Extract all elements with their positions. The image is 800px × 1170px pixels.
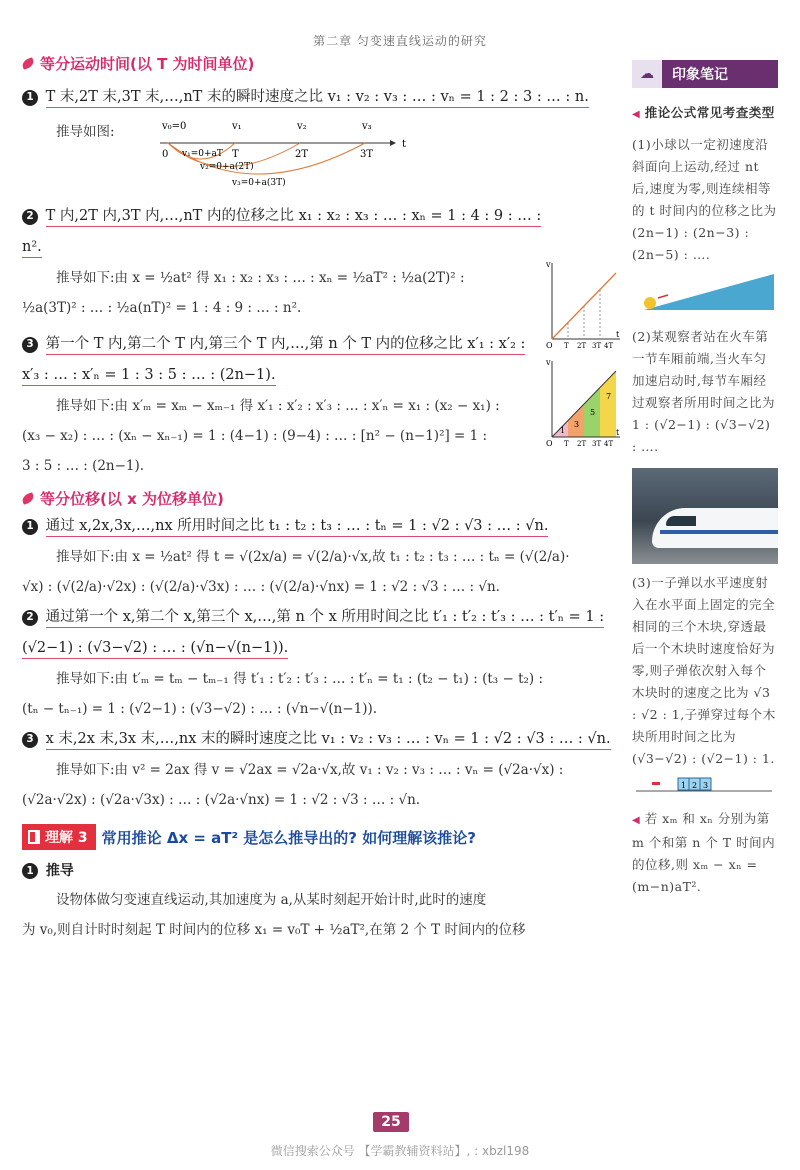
understand-tag: [22, 824, 96, 850]
label-3T: 3T: [360, 149, 374, 160]
number-badge: 2: [22, 610, 38, 626]
timeline-svg: [140, 115, 540, 195]
block-label-1: 1: [681, 781, 687, 790]
ball: [644, 297, 656, 309]
velocity-timeline-figure: [22, 115, 624, 195]
section-title-text: 等分位移(以 x 为位移单位): [40, 489, 224, 508]
derivation-line: ½a(3T)² : … : ½a(nT)² = 1 : 4 : 9 : … : n².: [22, 300, 302, 316]
derivation-label: 推导如图:: [56, 124, 115, 140]
bullet: [652, 782, 660, 785]
item-text: 第一个 T 内,第二个 T 内,第三个 T 内,…,第 n 个 T 内的位移之比 x′₁ : x′₂ : x′₃ : … : x′ₙ = 1 : 3 : 5 : … : (2n−1).: [22, 336, 525, 386]
train-photo: [632, 468, 778, 564]
area-4: [600, 371, 616, 437]
incline-figure: [632, 270, 778, 314]
item-text: T 末,2T 末,3T 末,…,nT 末的瞬时速度之比 v₁ : v₂ : v₃ : … : vₙ = 1 : 2 : 3 : … : n.: [46, 89, 589, 108]
label-v0: v₀=0: [162, 121, 187, 132]
axis-arrow: [390, 140, 396, 146]
label-v2-eq: v₂=0+a(2T): [200, 162, 254, 172]
label-v2: v₂: [297, 121, 307, 132]
derivation-line: 推导如下:由 v² = 2ax 得 v = √2ax = √2a·√x,故 v₁ : v₂ : v₃ : … : vₙ = (√2a·√x) :: [56, 762, 564, 778]
item-displacement-ratio: [22, 201, 624, 263]
velocity-arrow: [658, 295, 668, 298]
derivation-line: √x) : (√(2/a)·√2x) : (√(2/a)·√3x) : … : (√(2/a)·√nx) = 1 : √2 : √3 : … : √n.: [22, 579, 500, 595]
item-text: 通过 x,2x,3x,…,nx 所用时间之比 t₁ : t₂ : t₃ : … : tₙ = 1 : √2 : √3 : … : √n.: [46, 518, 549, 537]
number-badge: 1: [22, 519, 38, 535]
item-velocity-ratio: [22, 82, 624, 113]
label-0: 0: [162, 149, 169, 160]
graph-label-v: v: [546, 260, 551, 269]
item-text: x 末,2x 末,3x 末,…,nx 末的瞬时速度之比 v₁ : v₂ : v₃ : … : vₙ = 1 : √2 : √3 : … : √n.: [46, 731, 611, 750]
understand-tag-text: 理解 3: [45, 830, 88, 846]
derivation-line: 推导如下:由 t′ₘ = tₘ − tₘ₋₁ 得 t′₁ : t′₂ : t′₃ : … : t′ₙ = t₁ : (t₂ − t₁) : (t₃ − t₂) :: [56, 671, 544, 687]
number-badge: 2: [22, 209, 38, 225]
section-title-equal-displacement: [22, 485, 624, 511]
item-successive-displacement: [22, 329, 624, 391]
cloud-icon: ☁: [632, 60, 662, 88]
paragraph-line: 为 v₀,则自计时时刻起 T 时间内的位移 x₁ = v₀T + ½aT²,在第 2 个 T 时间内的位移: [22, 922, 526, 938]
triangle-marker-icon: ◀: [632, 109, 641, 120]
area-label-1: 1: [560, 426, 566, 435]
graph-label-v: v: [546, 358, 551, 367]
block-label-2: 2: [692, 781, 698, 790]
section-title-equal-time: [22, 50, 624, 76]
area-label-5: 5: [590, 408, 596, 417]
graph-label-4T: 4T: [604, 440, 614, 447]
derivation-line: 推导如下:由 x′ₘ = xₘ − xₘ₋₁ 得 x′₁ : x′₂ : x′₃ : … : x′ₙ = x₁ : (x₂ − x₁) :: [56, 398, 500, 414]
understand-question: 常用推论 Δx = aT² 是怎么推导出的? 如何理解该推论?: [101, 828, 476, 847]
sidebar-title: 印象笔记: [672, 67, 728, 83]
block-label-3: 3: [703, 781, 709, 790]
note-4: [632, 808, 778, 898]
number-badge: 3: [22, 732, 38, 748]
graph-label-2T: 2T: [577, 440, 587, 447]
label-2T: 2T: [295, 149, 309, 160]
incline-triangle: [644, 274, 774, 310]
label-v1: v₁: [232, 121, 242, 132]
number-badge: 1: [22, 90, 38, 106]
number-badge: 3: [22, 337, 38, 353]
sidebar-notes: [632, 60, 778, 898]
book-icon: [28, 830, 40, 844]
chapter-header: 第二章 匀变速直线运动的研究: [313, 34, 487, 48]
subheading-derivation: [22, 857, 624, 885]
derivation-line: 推导如下:由 x = ½at² 得 t = √(2x/a) = √(2/a)·√x,故 t₁ : t₂ : t₃ : … : tₙ = (√(2/a)·: [56, 549, 570, 565]
note-heading: [632, 102, 778, 126]
paragraph-line: 设物体做匀变速直线运动,其加速度为 a,从某时刻起开始计时,此时的速度: [56, 892, 487, 908]
section-title-text: 等分运动时间(以 T 为时间单位): [40, 54, 255, 73]
label-T: T: [232, 149, 239, 160]
label-t: t: [402, 139, 407, 150]
item-successive-time-ratio: [22, 602, 624, 664]
bullet-blocks-figure: [632, 772, 778, 794]
sidebar-header: [632, 60, 778, 88]
leaf-icon: [21, 492, 35, 505]
graph-label-o: O: [546, 341, 553, 349]
label-v3: v₃: [362, 121, 372, 132]
item-time-ratio: [22, 511, 624, 542]
vt-graph-2: [544, 357, 624, 447]
graph-label-2T: 2T: [577, 342, 587, 349]
graph-label-T: T: [564, 342, 569, 349]
leaf-icon: [21, 57, 35, 70]
derivation-line: (x₃ − x₂) : … : (xₙ − xₙ₋₁) = 1 : (4−1) : (9−4) : … : [n² − (n−1)²] = 1 :: [22, 428, 488, 444]
note-1: (1)小球以一定初速度沿斜面向上运动,经过 nt 后,速度为零,则连续相等的 t 时间内的位移之比为 (2n−1) : (2n−3) : (2n−5) : ….: [632, 137, 777, 262]
area-label-7: 7: [606, 392, 612, 401]
page-number: 25: [373, 1112, 409, 1132]
item-velocity-ratio-x: [22, 724, 624, 755]
graph-label-3T: 3T: [592, 342, 602, 349]
label-v1-eq: v₁=0+aT: [182, 149, 223, 159]
note-4-text: 若 xₘ 和 xₙ 分别为第 m 个和第 n 个 T 时间内的位移,则 xₘ − xₙ = (m−n)aT².: [632, 811, 776, 894]
item-text: 通过第一个 x,第二个 x,第三个 x,…,第 n 个 x 所用时间之比 t′₁ : t′₂ : t′₃ : … : t′ₙ = 1 : (√2−1) : (√3−√2) : … : (√n−√(n−1)).: [22, 609, 604, 659]
main-column: [22, 50, 624, 945]
graph-label-3T: 3T: [592, 440, 602, 447]
item-text: T 内,2T 内,3T 内,…,nT 内的位移之比 x₁ : x₂ : x₃ : … : xₙ = 1 : 4 : 9 : … : n².: [22, 208, 541, 258]
number-badge: 1: [22, 863, 38, 879]
area-label-3: 3: [574, 420, 580, 429]
note-2: (2)某观察者站在火车第一节车厢前端,当火车匀加速启动时,每节车厢经过观察者所用时间之比为 1 : (√2−1) : (√3−√2) : ….: [632, 329, 776, 454]
derivation-line: (√2a·√2x) : (√2a·√3x) : … : (√2a·√nx) = 1 : √2 : √3 : … : √n.: [22, 792, 421, 808]
note-heading-text: 推论公式常见考查类型: [644, 105, 775, 120]
derivation-line: 3 : 5 : … : (2n−1).: [22, 458, 145, 474]
derivation-line: (tₙ − tₙ₋₁) = 1 : (√2−1) : (√3−√2) : … : (√n−√(n−1)).: [22, 701, 378, 717]
graph-label-4T: 4T: [604, 342, 614, 349]
watermark: 微信搜索公众号 【学霸教辅资料站】, : xbzl198: [270, 1144, 530, 1158]
graph-label-o: O: [546, 439, 553, 447]
derivation-line: 推导如下:由 x = ½at² 得 x₁ : x₂ : x₃ : … : xₙ = ½aT² : ½a(2T)² :: [56, 270, 465, 286]
understand-heading: [22, 823, 624, 851]
label-v3-eq: v₃=0+a(3T): [232, 178, 286, 188]
subheading-text: 推导: [45, 863, 74, 879]
triangle-marker-icon: ◀: [632, 815, 641, 826]
graph-label-t: t: [616, 428, 620, 437]
graph-label-T: T: [564, 440, 569, 447]
note-3: (3)一子弹以水平速度射入在水平面上固定的完全相同的三个木块,穿透最后一个木块时速度恰好为零,则子弹依次射入每个木块时的速度之比为 √3 : √2 : 1,子弹穿过每个木块所用时间之比为 (√3−√2) : (√2−1) : 1.: [632, 575, 776, 766]
graph-label-t: t: [616, 330, 620, 339]
